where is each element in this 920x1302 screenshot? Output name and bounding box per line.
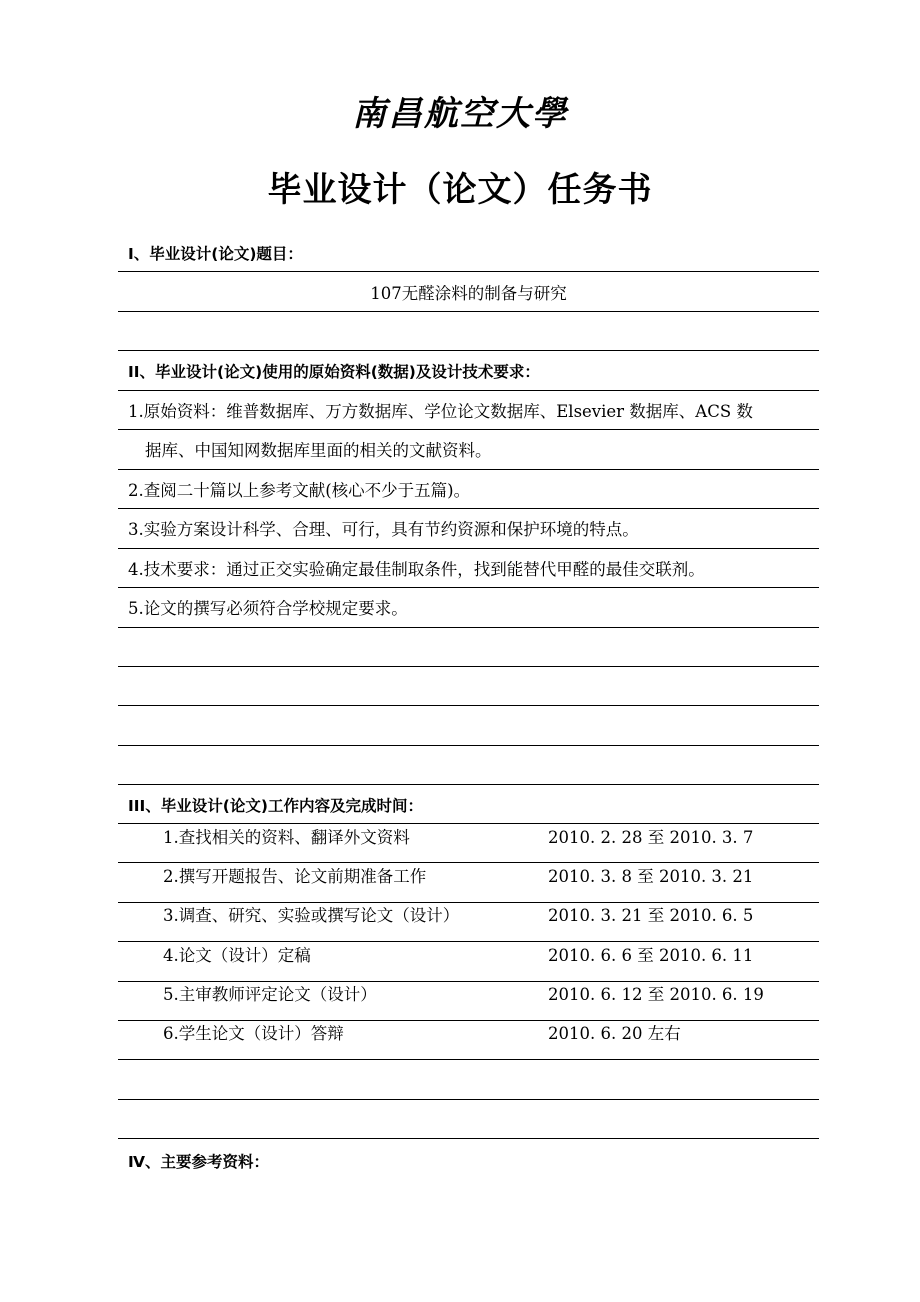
rule — [118, 627, 819, 628]
schedule-time: 2010. 3. 8 至 2010. 3. 21 — [548, 867, 754, 886]
thesis-topic: 107无醛涂料的制备与研究 — [370, 284, 567, 303]
schedule-time: 2010. 2. 28 至 2010. 3. 7 — [548, 828, 754, 847]
requirement-item: 5.论文的撰写必须符合学校规定要求。 — [128, 599, 408, 618]
rule — [118, 271, 819, 272]
rule — [118, 390, 819, 391]
rule — [118, 666, 819, 667]
rule — [118, 745, 819, 746]
rule — [118, 548, 819, 549]
rule — [118, 587, 819, 588]
section4-heading: Ⅳ、主要参考资料： — [128, 1153, 270, 1171]
rule — [118, 941, 819, 942]
requirement-item: 1.原始资料：维普数据库、万方数据库、学位论文数据库、Elsevier 数据库、ACS 数 — [128, 402, 753, 421]
schedule-task: 1.查找相关的资料、翻译外文资料 — [163, 828, 410, 847]
section1-heading: I、毕业设计(论文)题目： — [128, 245, 303, 263]
rule — [118, 350, 819, 351]
section2-heading: II、毕业设计(论文)使用的原始资料(数据)及设计技术要求： — [128, 363, 540, 381]
requirement-item: 2.查阅二十篇以上参考文献(核心不少于五篇)。 — [128, 481, 471, 500]
rule — [118, 862, 819, 863]
page-title: 毕业设计（论文）任务书 — [267, 170, 653, 210]
schedule-time: 2010. 6. 20 左右 — [548, 1024, 681, 1043]
schedule-time: 2010. 6. 6 至 2010. 6. 11 — [548, 946, 754, 965]
schedule-time: 2010. 6. 12 至 2010. 6. 19 — [548, 985, 764, 1004]
schedule-task: 4.论文（设计）定稿 — [163, 946, 311, 965]
requirement-item: 据库、中国知网数据库里面的相关的文献资料。 — [145, 441, 492, 460]
schedule-task: 6.学生论文（设计）答辩 — [163, 1024, 344, 1043]
rule — [118, 823, 819, 824]
rule — [118, 311, 819, 312]
requirement-item: 4.技术要求：通过正交实验确定最佳制取条件，找到能替代甲醛的最佳交联剂。 — [128, 560, 705, 579]
schedule-task: 2.撰写开题报告、论文前期准备工作 — [163, 867, 427, 886]
rule — [118, 1099, 819, 1100]
rule — [118, 429, 819, 430]
rule — [118, 705, 819, 706]
rule — [118, 1059, 819, 1060]
schedule-task: 3.调查、研究、实验或撰写论文（设计） — [163, 906, 460, 925]
rule — [118, 469, 819, 470]
requirement-item: 3.实验方案设计科学、合理、可行，具有节约资源和保护环境的特点。 — [128, 520, 639, 539]
schedule-time: 2010. 3. 21 至 2010. 6. 5 — [548, 906, 754, 925]
rule — [118, 902, 819, 903]
rule — [118, 784, 819, 785]
schedule-task: 5.主审教师评定论文（设计） — [163, 985, 377, 1004]
university-logo: 南昌航空大學 — [352, 94, 568, 134]
rule — [118, 508, 819, 509]
rule — [118, 1138, 819, 1139]
rule — [118, 1020, 819, 1021]
section3-heading: III、毕业设计(论文)工作内容及完成时间： — [128, 797, 423, 815]
rule — [118, 981, 819, 982]
